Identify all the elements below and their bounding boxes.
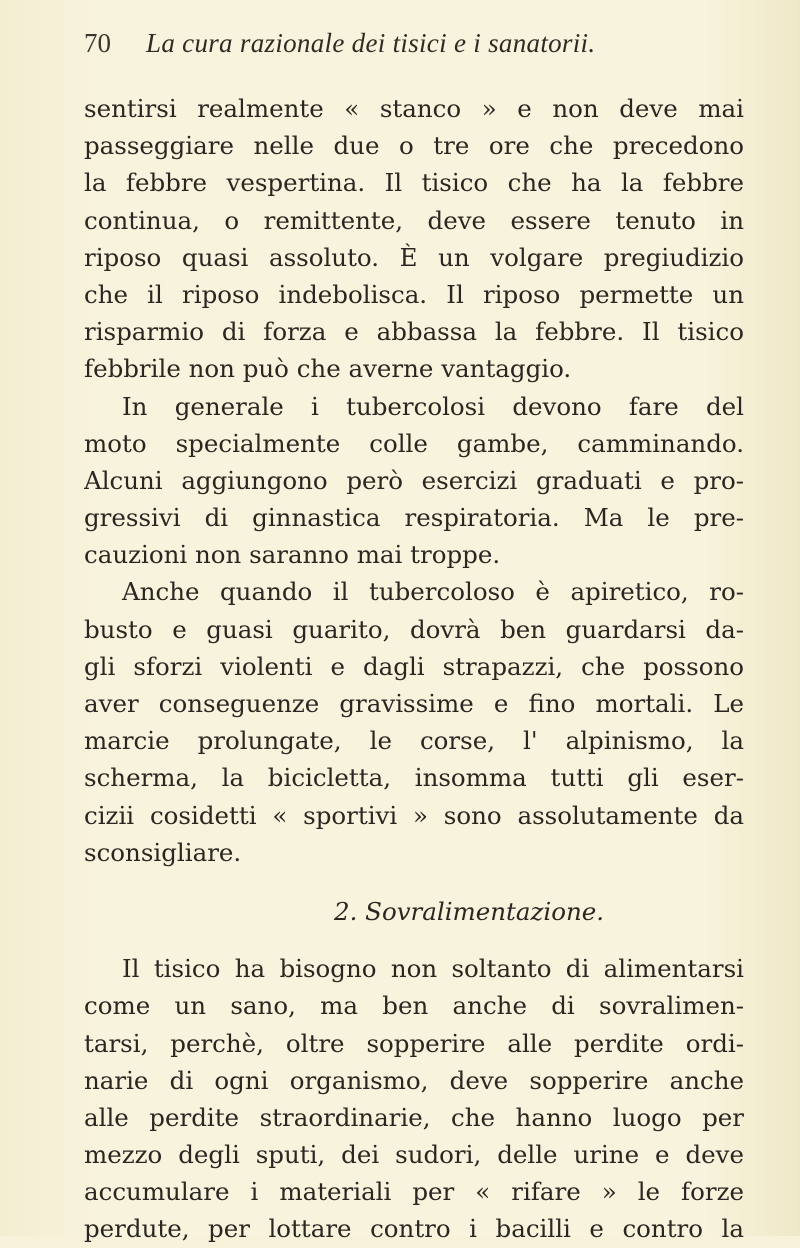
text-line: In generale i tubercolosi devono fare del: [122, 391, 744, 421]
page-header: [84, 28, 744, 64]
text-line: che il riposo indebolisca. Il riposo permette un: [84, 279, 744, 309]
text-line: passeggiare nelle due o tre ore che precedono: [84, 131, 744, 161]
text-line: moto specialmente colle gambe, camminando.: [84, 428, 744, 458]
text-line: accumulare i materiali per « rifare » le forze: [84, 1177, 744, 1207]
text-line: riposo quasi assoluto. È un volgare pregiudizio: [84, 242, 744, 272]
body-text: [84, 90, 744, 1248]
text-line: alle perdite straordinarie, che hanno luogo per: [84, 1102, 744, 1132]
text-line: busto e guasi guarito, dovrà ben guardarsi da-: [84, 614, 744, 644]
text-line: mezzo degli sputi, dei sudori, delle urine e deve: [84, 1140, 744, 1170]
text-line: Anche quando il tubercoloso è apiretico, ro-: [122, 577, 744, 607]
text-line: la febbre vespertina. Il tisico che ha la febbre: [84, 168, 744, 198]
text-line: sentirsi realmente « stanco » e non deve mai: [84, 94, 744, 123]
text-line: come un sano, ma ben anche di sovralimen-: [84, 991, 744, 1021]
text-line: Il tisico ha bisogno non soltanto di alimentarsi: [122, 954, 744, 984]
text-line: cauzioni non saranno mai troppe.: [84, 540, 501, 570]
page-number: 70: [84, 28, 111, 58]
text-line: aver conseguenze gravissime e fino mortali. Le: [84, 689, 744, 718]
text-line: marcie prolungate, le corse, l' alpinismo, la: [84, 726, 744, 756]
text-line: tarsi, perchè, oltre sopperire alle perdite ordi-: [84, 1028, 744, 1058]
text-line: perdute, per lottare contro i bacilli e contro la: [84, 1214, 744, 1244]
text-line: gli sforzi violenti e dagli strapazzi, che possono: [84, 651, 744, 681]
running-title: La cura razionale dei tisici e i sanatorii.: [146, 28, 596, 58]
text-line: narie di ogni organismo, deve sopperire anche: [84, 1065, 744, 1095]
section-heading: 2. Sovralimentazione.: [334, 896, 605, 926]
text-line: scherma, la bicicletta, insomma tutti gli eser-: [84, 763, 744, 793]
text-line: sconsigliare.: [84, 837, 242, 867]
text-line: continua, o remittente, deve essere tenuto in: [84, 205, 744, 235]
text-line: febbrile non può che averne vantaggio.: [84, 354, 572, 384]
text-line: risparmio di forza e abbassa la febbre. Il tisico: [84, 317, 744, 347]
text-line: gressivi di ginnastica respiratoria. Ma le pre-: [84, 503, 744, 533]
text-line: cizii cosidetti « sportivi » sono assolutamente da: [84, 800, 744, 830]
text-line: Alcuni aggiungono però esercizi graduati e pro-: [84, 465, 744, 495]
